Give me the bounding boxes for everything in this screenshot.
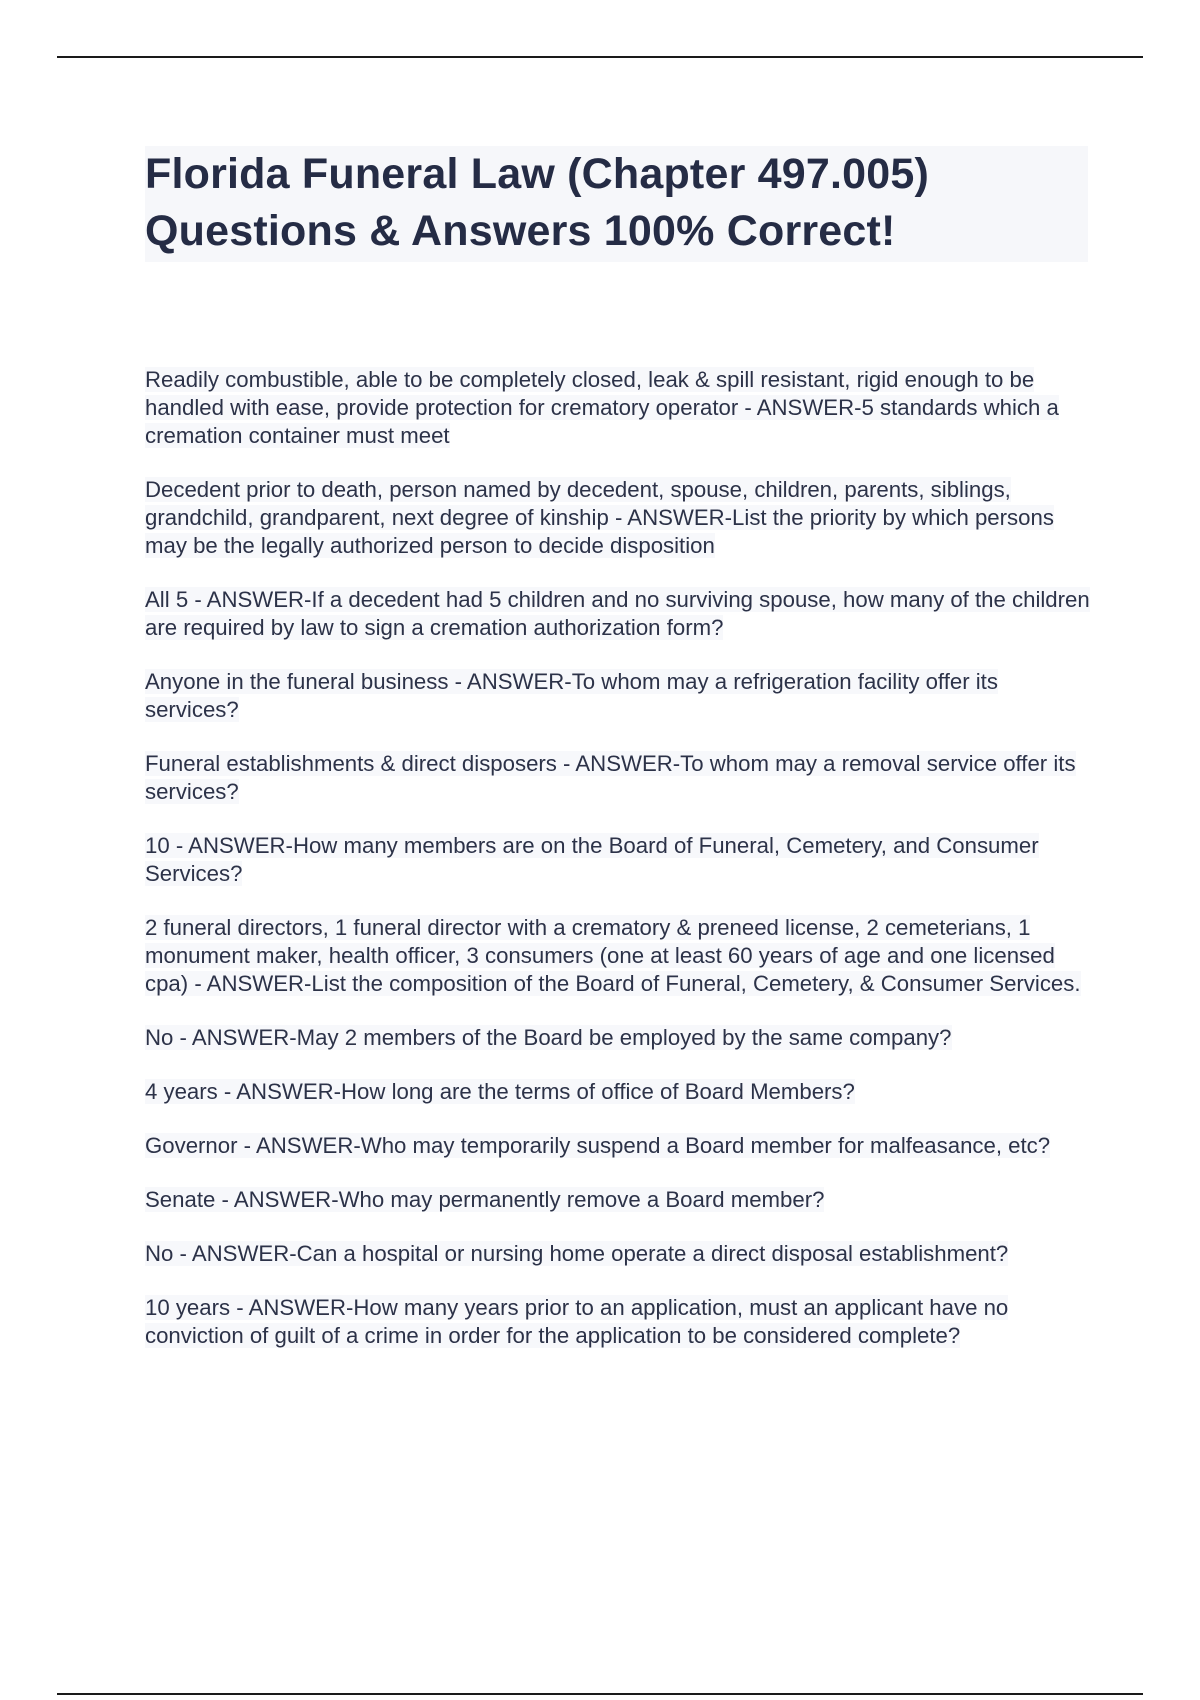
qa-item-3	[145, 586, 1090, 642]
qa-text: Funeral establishments & direct disposers - ANSWER-To whom may a removal service offer its services?	[145, 751, 1076, 804]
qa-item-5	[145, 750, 1090, 806]
title-block	[145, 146, 1088, 262]
qa-text: Anyone in the funeral business - ANSWER-To whom may a refrigeration facility offer its services?	[145, 669, 998, 722]
qa-text: No - ANSWER-Can a hospital or nursing home operate a direct disposal establishment?	[145, 1241, 1009, 1266]
qa-text: No - ANSWER-May 2 members of the Board be employed by the same company?	[145, 1025, 952, 1050]
qa-item-7	[145, 914, 1090, 998]
qa-text: All 5 - ANSWER-If a decedent had 5 children and no surviving spouse, how many of the children are required by law to sign a cremation authorization form?	[145, 587, 1090, 640]
top-rule	[57, 56, 1143, 58]
qa-item-4	[145, 668, 1090, 724]
qa-text: Decedent prior to death, person named by decedent, spouse, children, parents, siblings, grandchild, grandparent, next degree of kinship - ANSWER-List the priority by which persons may be the legally authorized person to decide disposition	[145, 477, 1054, 558]
qa-item-12	[145, 1240, 1090, 1268]
qa-text: Governor - ANSWER-Who may temporarily suspend a Board member for malfeasance, etc?	[145, 1133, 1051, 1158]
qa-item-11	[145, 1186, 1090, 1214]
qa-list	[145, 366, 1090, 1376]
qa-text: Readily combustible, able to be completely closed, leak & spill resistant, rigid enough to be handled with ease, provide protection for crematory operator - ANSWER-5 standards which a cremation container must meet	[145, 367, 1059, 448]
qa-text: Senate - ANSWER-Who may permanently remove a Board member?	[145, 1187, 825, 1212]
qa-text: 10 - ANSWER-How many members are on the Board of Funeral, Cemetery, and Consumer Services?	[145, 833, 1039, 886]
qa-item-9	[145, 1078, 1090, 1106]
qa-item-2	[145, 476, 1090, 560]
title-line-2: Questions & Answers 100% Correct!	[145, 207, 896, 255]
bottom-rule	[57, 1693, 1143, 1695]
qa-item-1	[145, 366, 1090, 450]
title-line-1: Florida Funeral Law (Chapter 497.005)	[145, 150, 930, 198]
qa-text: 4 years - ANSWER-How long are the terms of office of Board Members?	[145, 1079, 855, 1104]
qa-item-8	[145, 1024, 1090, 1052]
qa-item-13	[145, 1294, 1090, 1350]
qa-text: 2 funeral directors, 1 funeral director with a crematory & preneed license, 2 cemeterians, 1 monument maker, health officer, 3 consumers (one at least 60 years of age and one licensed cpa) - ANSWER-List the composition of the Board of Funeral, Cemetery, & Consumer Services.	[145, 915, 1081, 996]
qa-item-6	[145, 832, 1090, 888]
qa-text: 10 years - ANSWER-How many years prior to an application, must an applicant have no conviction of guilt of a crime in order for the application to be considered complete?	[145, 1295, 1009, 1348]
page-title	[145, 146, 1088, 260]
qa-item-10	[145, 1132, 1090, 1160]
